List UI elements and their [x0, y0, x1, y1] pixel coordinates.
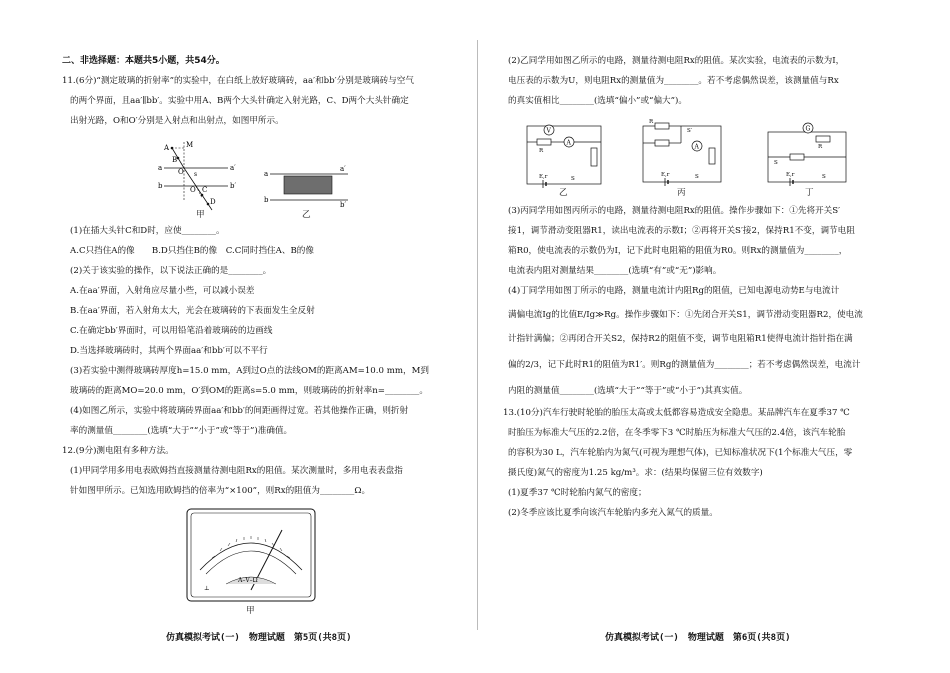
- q12-sub4-line-1: (4)丁同学用如图丁所示的电路，测量电流计内阻Rg的阻值，已知电源电动势E与电流计: [508, 286, 840, 296]
- q11-sub1: (1)在插大头针C和D时，应使________。: [70, 226, 225, 236]
- svg-text:S: S: [774, 160, 778, 166]
- svg-text:a′: a′: [230, 164, 236, 172]
- q11-sub2-option-b: B.在aa′界面，若入射角太大，光会在玻璃砖的下表面发生全反射: [70, 306, 315, 316]
- q11-sub2: (2)关于该实验的操作，以下说法正确的是________。: [70, 266, 272, 276]
- q12-sub2-line-1: (2)乙同学用如图乙所示的电路，测量待测电阻Rx的阻值。某次实验，电流表的示数为I，: [508, 56, 845, 66]
- q12-sub4-line-5: 内阻的测量值________(选填“大于”“等于”或“小于”)其真实值。: [508, 386, 748, 396]
- circuit-yi: [519, 122, 609, 192]
- q12-sub3-line-3: 箱R0，使电流表的示数仍为I，记下此时电阻箱的阻值为R0。则Rx的测量值为________，: [508, 246, 848, 256]
- q12-sub3-line-4: 电流表内阻对测量结果________(选填“有”或“无”)影响。: [508, 266, 722, 276]
- q11-line-3: 出射光路，O和O′分别是入射点和出射点，如图甲所示。: [70, 116, 284, 126]
- svg-text:A: A: [566, 139, 571, 147]
- svg-text:E,r: E,r: [786, 172, 795, 178]
- svg-text:b′: b′: [230, 182, 237, 190]
- svg-text:a: a: [158, 164, 163, 172]
- q12-sub4-line-4: 偏的2/3，记下此时R1的阻值为R1′。则Rg的测量值为________；若不考虑偶然误差，电流计: [508, 360, 861, 370]
- fig-yi-caption: 乙: [302, 210, 311, 220]
- q12-sub2-line-3: 的真实值相比________(选填“偏小”或“偏大”)。: [508, 96, 687, 106]
- svg-text:S: S: [695, 174, 699, 180]
- circuit-ding: [760, 118, 856, 190]
- q12-title: 12.(9分)测电阻有多种方法。: [62, 446, 174, 456]
- svg-text:E,r: E,r: [539, 174, 548, 180]
- circuit-ding-caption: 丁: [805, 188, 814, 198]
- right-footer: 仿真模拟考试(一) 物理试题 第6页(共8页): [605, 633, 791, 643]
- left-footer: 仿真模拟考试(一) 物理试题 第5页(共8页): [166, 633, 352, 643]
- fig-jia-caption: 甲: [196, 210, 205, 220]
- q11-line-1: 11.(6分)“测定玻璃的折射率”的实验中，在白纸上放好玻璃砖，aa′和bb′分别是玻璃砖与空气: [62, 76, 414, 86]
- q13-line-2: 时胎压为标准大气压的2.2倍，在冬季零下3 ℃时胎压为标准大气压的2.4倍，该汽车轮胎: [508, 428, 846, 438]
- svg-text:S′: S′: [687, 128, 693, 134]
- svg-text:s: s: [194, 171, 198, 178]
- q11-sub2-option-d: D.当选择玻璃砖时，其两个界面aa′和bb′可以不平行: [70, 346, 268, 356]
- svg-text:R: R: [818, 144, 823, 150]
- q12-sub1-line-1: (1)甲同学用多用电表欧姆挡直接测量待测电阻Rx的阻值。某次测量时，多用电表表盘指: [70, 466, 403, 476]
- svg-text:O: O: [178, 168, 184, 176]
- meter-caption: 甲: [246, 606, 255, 616]
- svg-text:a: a: [264, 170, 269, 178]
- svg-text:b: b: [264, 196, 269, 204]
- svg-text:R: R: [539, 148, 544, 154]
- svg-text:C: C: [202, 186, 208, 194]
- section-title: 二、非选择题：本题共5小题，共54分。: [62, 56, 225, 66]
- right-page: [475, 0, 950, 673]
- svg-text:⊥: ⊥: [204, 585, 210, 592]
- q11-sub1-options: A.C只挡住A的像 B.D只挡住B的像 C.C同时挡住A、B的像: [70, 246, 314, 256]
- svg-text:A: A: [694, 143, 699, 151]
- q13-line-3: 的容积为30 L，汽车轮胎内为氮气(可视为理想气体)，已知标准状况下(1个标准大气压，零: [508, 448, 853, 458]
- svg-text:b′: b′: [340, 201, 347, 209]
- svg-text:R: R: [649, 119, 654, 125]
- q11-sub2-option-c: C.在确定bb′界面时，可以用铅笔沿着玻璃砖的边画线: [70, 326, 273, 336]
- svg-text:S: S: [571, 176, 575, 182]
- multimeter-dial: [186, 508, 316, 602]
- svg-text:a′: a′: [340, 165, 346, 173]
- q11-sub3-line-1: (3)若实验中测得玻璃砖厚度h=15.0 mm，A到过O点的法线OM的距离AM=10.0 mm，M到: [70, 366, 429, 376]
- q13-line-1: 13.(10分)汽车行驶时轮胎的胎压太高或太低都容易造成安全隐患。某品牌汽车在夏季37 ℃: [503, 408, 850, 418]
- q13-sub2: (2)冬季应该比夏季向该汽车轮胎内多充入氮气的质量。: [508, 508, 718, 518]
- svg-text:b: b: [158, 182, 163, 190]
- circuit-yi-caption: 乙: [559, 188, 568, 198]
- svg-text:S: S: [822, 174, 826, 180]
- q12-sub4-line-2: 满偏电流Ig的比值E/Ig≫Rg。操作步骤如下：①先闭合开关S1，调节滑动变阻器R2，使电流: [508, 310, 863, 320]
- svg-text:A–V–Ω: A–V–Ω: [238, 577, 258, 584]
- q12-sub4-line-3: 计指针满偏；②再闭合开关S2，保持R2的阻值不变，调节电阻箱R1使得电流计指针指在满: [508, 334, 853, 344]
- svg-text:E,r: E,r: [661, 172, 670, 178]
- svg-text:A: A: [164, 144, 170, 152]
- q12-sub3-line-1: (3)丙同学用如图丙所示的电路，测量待测电阻Rx的阻值。操作步骤如下：①先将开关S′: [508, 206, 841, 216]
- q13-sub1: (1)夏季37 ℃时轮胎内氮气的密度；: [508, 488, 647, 498]
- q11-sub4-line-2: 率的测量值________(选填“大于”“小于”或“等于”)准确值。: [70, 426, 293, 436]
- refraction-diagram: [150, 138, 250, 220]
- q11-sub4-line-1: (4)如图乙所示，实验中将玻璃砖界面aa′和bb′的间距画得过宽。若其他操作正确，则折射: [70, 406, 409, 416]
- svg-text:D: D: [210, 198, 216, 206]
- circuit-bing-caption: 丙: [677, 188, 686, 198]
- q11-sub3-line-2: 玻璃砖的距离MO=20.0 mm，O′到OM的距离s=5.0 mm，则玻璃砖的折射率n=________。: [70, 386, 428, 396]
- glass-slab-diagram: [262, 160, 352, 210]
- svg-text:V: V: [546, 127, 551, 135]
- q12-sub2-line-2: 电压表的示数为U，则电阻Rx的测量值为________。若不考虑偶然误差，该测量值与Rx: [508, 76, 839, 86]
- q12-sub3-line-2: 接1，调节滑动变阻器R1，读出电流表的示数I；②再将开关S′接2，保持R1不变，调节电阻: [508, 226, 855, 236]
- q13-line-4: 摄氏度)氮气的密度为1.25 kg/m³。求：(结果均保留三位有效数字): [508, 468, 763, 478]
- circuit-bing: [635, 118, 731, 190]
- q11-line-2: 的两个界面，且aa′∥bb′。实验中用A、B两个大头针确定入射光路，C、D两个大头针确定: [70, 96, 409, 106]
- svg-text:B: B: [172, 156, 178, 164]
- svg-text:O′: O′: [190, 186, 198, 194]
- svg-text:G: G: [805, 125, 811, 133]
- svg-text:M: M: [186, 141, 194, 149]
- q12-sub1-line-2: 针如图甲所示。已知选用欧姆挡的倍率为“×100”，则Rx的阻值为________Ω。: [70, 486, 371, 496]
- q11-sub2-option-a: A.在aa′界面，入射角应尽量小些，可以减小误差: [70, 286, 255, 296]
